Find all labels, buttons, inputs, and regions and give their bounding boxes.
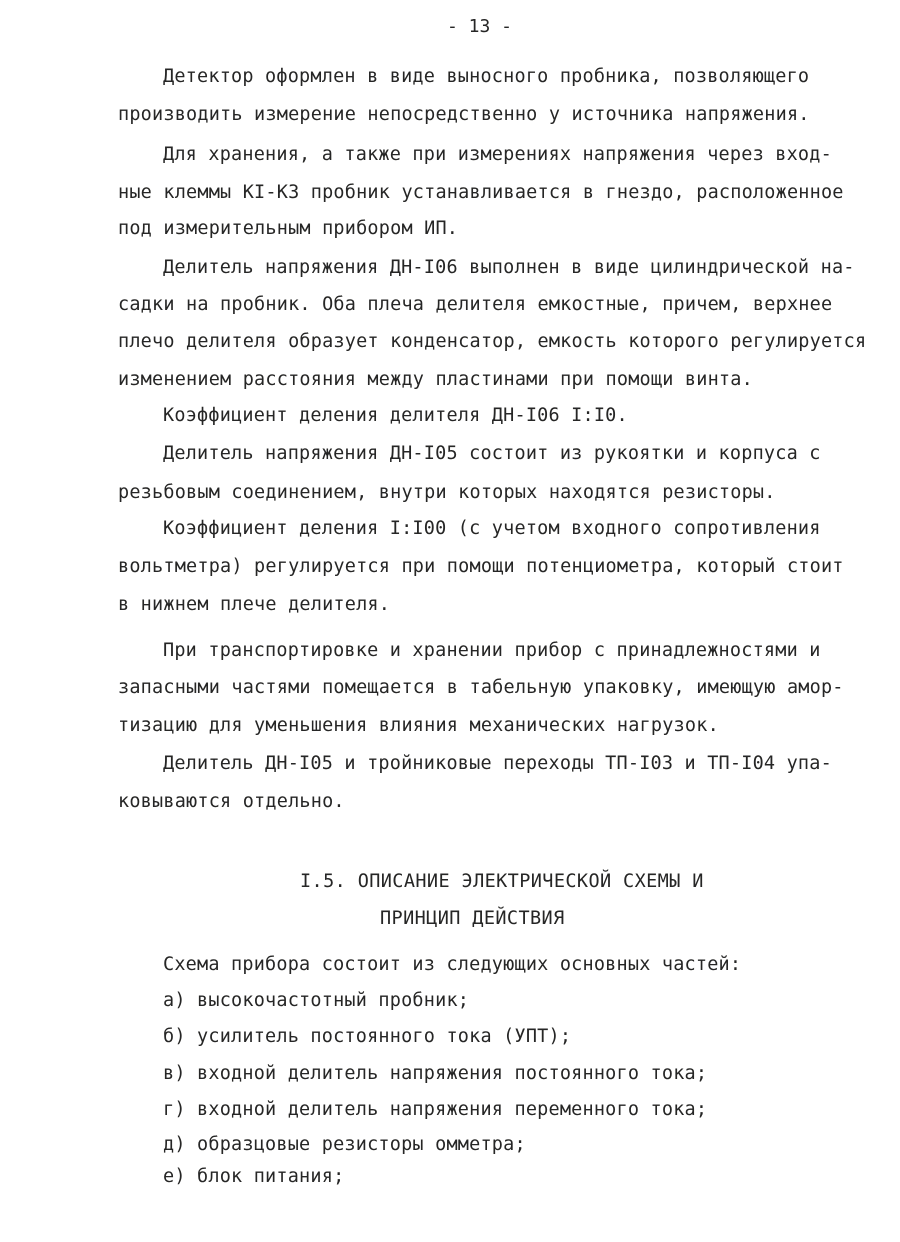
text-line: вольтметра) регулируется при помощи потенциометра, который стоит — [118, 556, 844, 577]
list-item: а) высокочастотный пробник; — [163, 990, 470, 1011]
text-line: под измерительным прибором ИП. — [118, 218, 459, 239]
text-line: При транспортировке и хранении прибор с принадлежностями и — [163, 640, 821, 661]
text-line: в нижнем плече делителя. — [118, 594, 391, 615]
text-line: тизацию для уменьшения влияния механических нагрузок. — [118, 715, 719, 736]
text-line: Делитель напряжения ДН-I05 состоит из рукоятки и корпуса с — [163, 443, 821, 464]
text-line: Делитель напряжения ДН-I06 выполнен в виде цилиндрической на- — [163, 257, 855, 278]
text-line: запасными частями помещается в табельную упаковку, имеющую амор- — [118, 677, 844, 698]
section-heading: I.5. ОПИСАНИЕ ЭЛЕКТРИЧЕСКОЙ СХЕМЫ И — [300, 871, 704, 892]
section-heading: ПРИНЦИП ДЕЙСТВИЯ — [380, 908, 565, 929]
text-line: резьбовым соединением, внутри которых находятся резисторы. — [118, 482, 776, 503]
text-line: плечо делителя образует конденсатор, емкость которого регулируется — [118, 331, 867, 352]
text-line: Коэффициент деления I:I00 (с учетом входного сопротивления — [163, 518, 821, 539]
list-item: б) усилитель постоянного тока (УПТ); — [163, 1026, 572, 1047]
list-item: г) входной делитель напряжения переменного тока; — [163, 1099, 708, 1120]
list-intro: Схема прибора состоит из следующих основных частей: — [163, 954, 742, 975]
text-line: ковываются отдельно. — [118, 791, 345, 812]
text-line: изменением расстояния между пластинами при помощи винта. — [118, 369, 753, 390]
text-line: Коэффициент деления делителя ДН-I06 I:I0. — [163, 405, 628, 426]
text-line: ные клеммы КI-К3 пробник устанавливается в гнездо, расположенное — [118, 182, 844, 203]
list-item: в) входной делитель напряжения постоянного тока; — [163, 1063, 708, 1084]
list-item: д) образцовые резисторы омметра; — [163, 1134, 526, 1155]
text-line: производить измерение непосредственно у источника напряжения. — [118, 104, 810, 125]
text-line: Делитель ДН-I05 и тройниковые переходы ТП-I03 и ТП-I04 упа- — [163, 753, 832, 774]
text-line: Для хранения, а также при измерениях напряжения через вход- — [163, 144, 832, 165]
text-line: садки на пробник. Оба плеча делителя емкостные, причем, верхнее — [118, 294, 833, 315]
page-number: - 13 - — [447, 16, 513, 37]
text-line: Детектор оформлен в виде выносного пробника, позволяющего — [163, 66, 810, 87]
list-item: е) блок питания; — [163, 1166, 345, 1187]
